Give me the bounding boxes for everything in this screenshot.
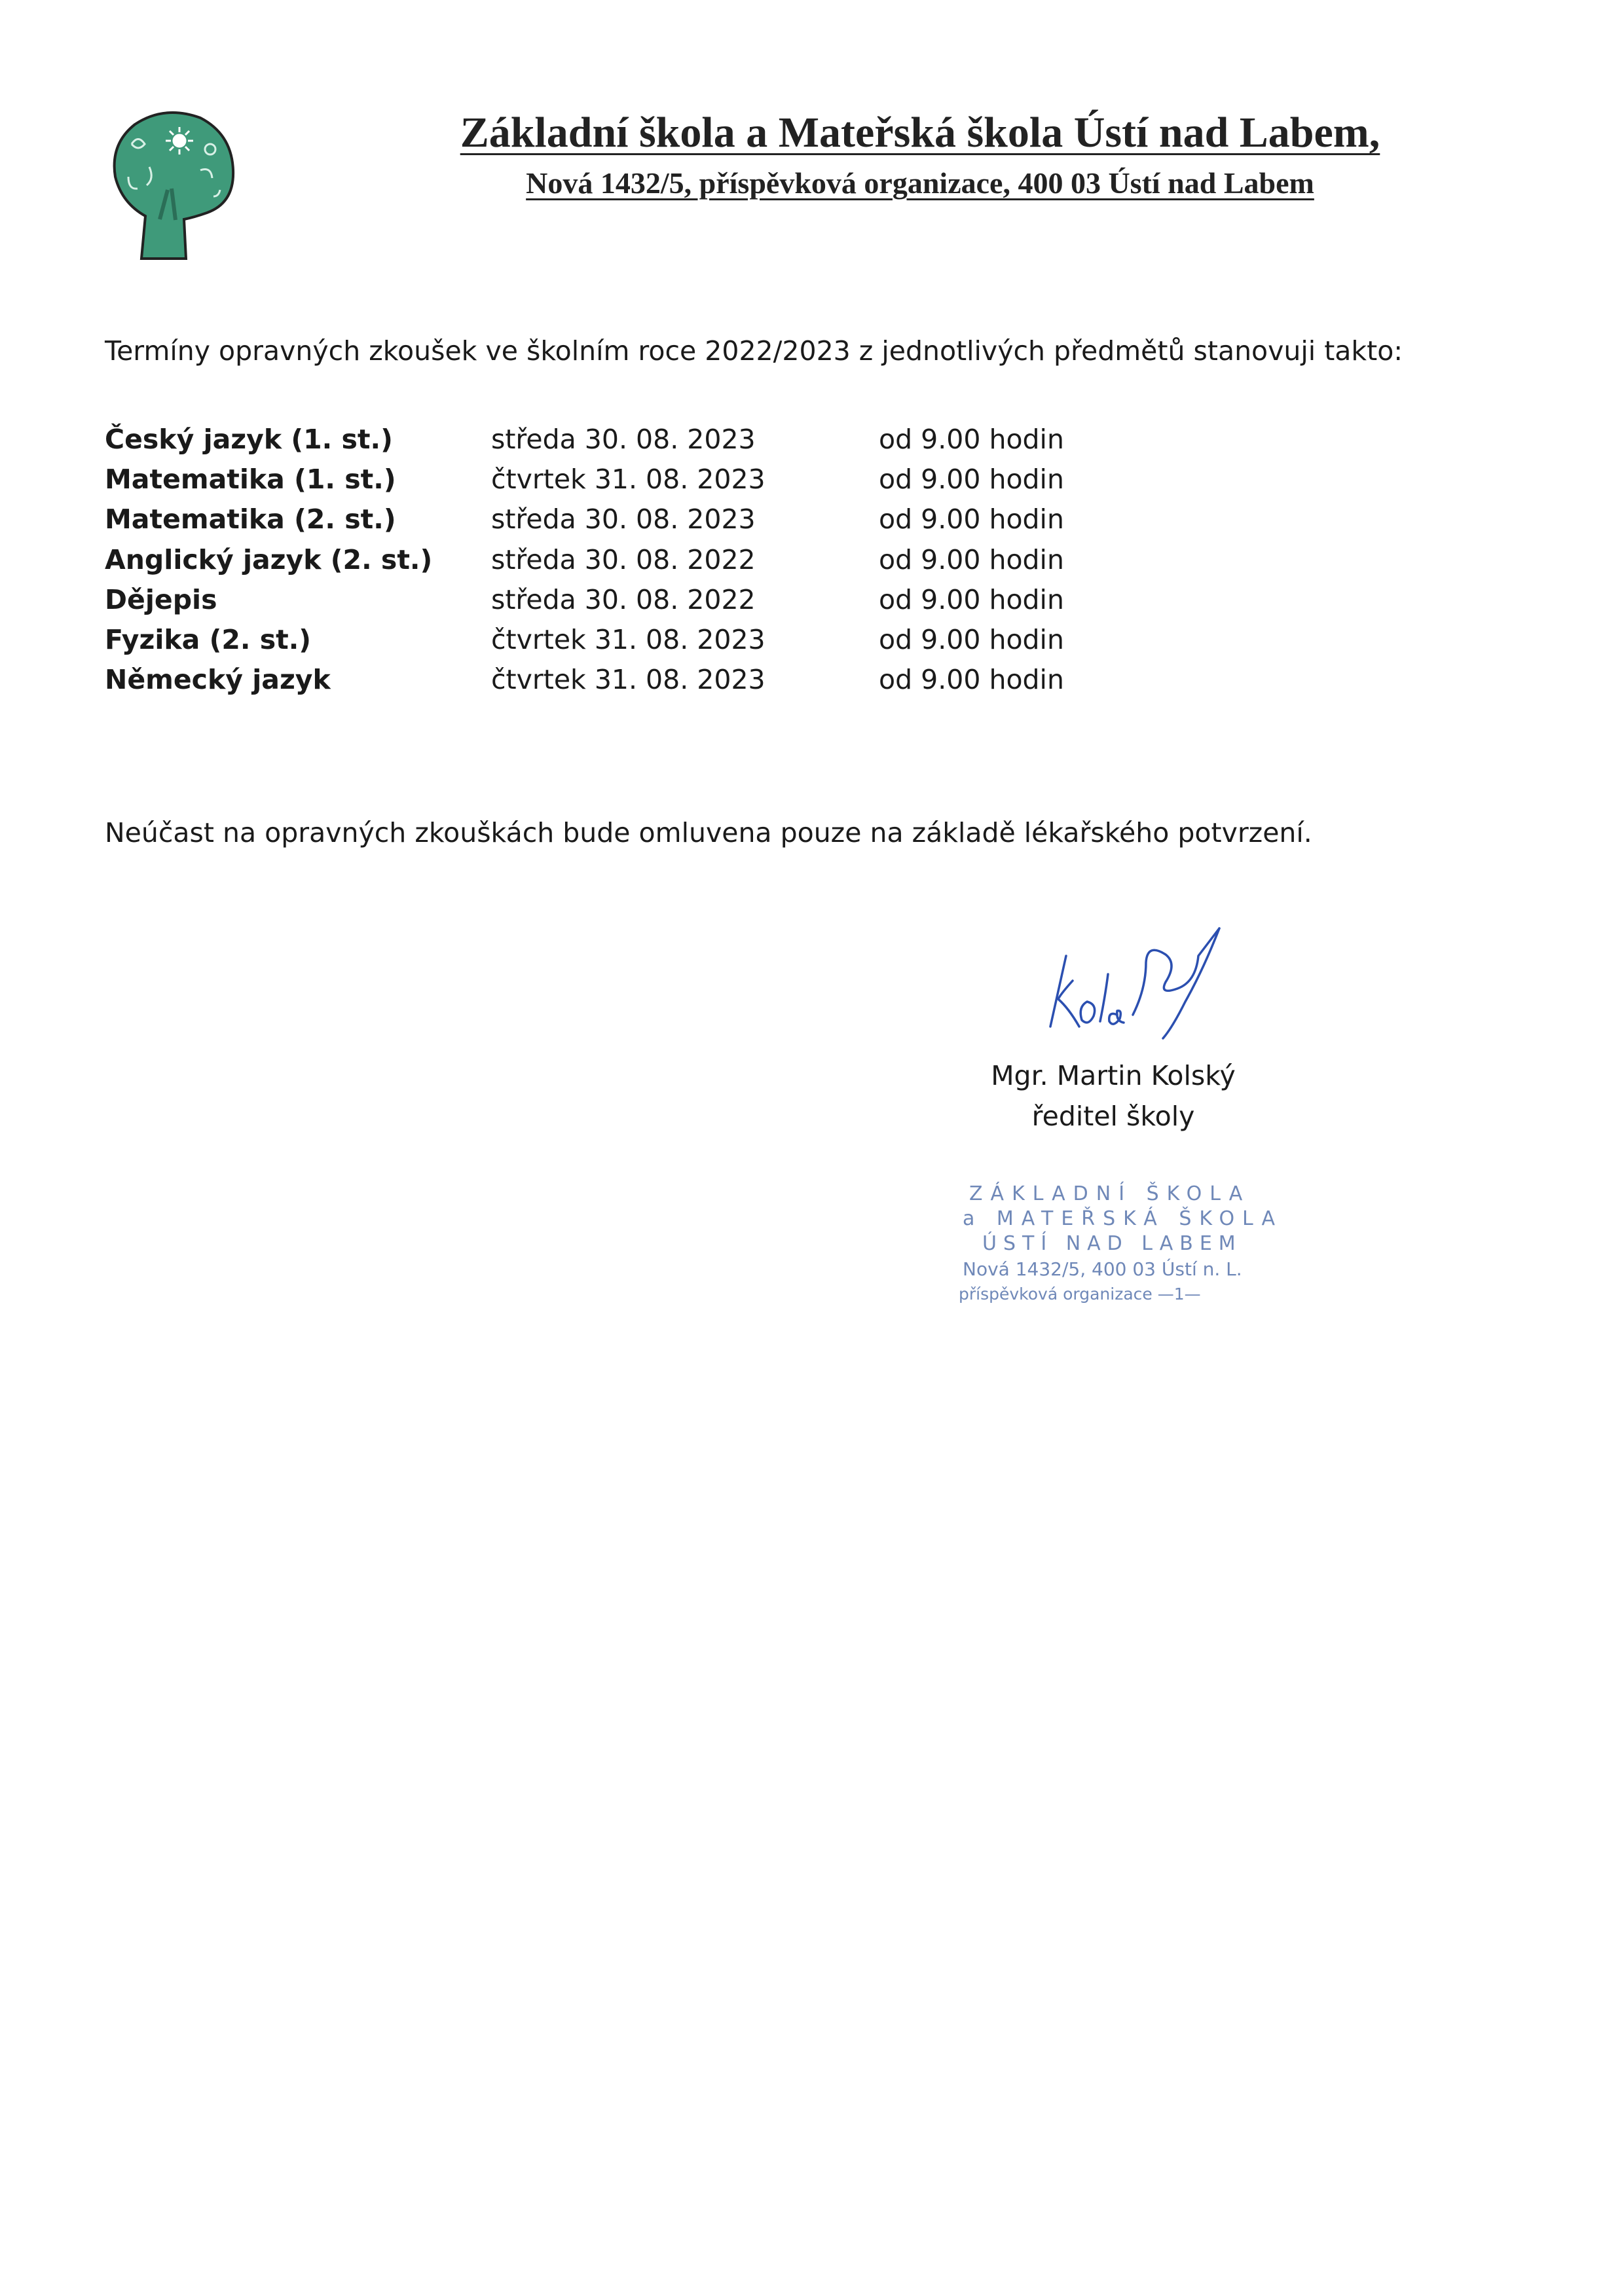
date-cell: čtvrtek 31. 08. 2023 — [491, 463, 766, 495]
signer-role: ředitel školy — [1031, 1101, 1195, 1132]
school-logo-icon — [102, 105, 240, 262]
date-cell: čtvrtek 31. 08. 2023 — [491, 664, 766, 696]
letterhead — [354, 105, 1486, 203]
school-name: Základní škola a Mateřská škola Ústí nad Labem, — [460, 109, 1380, 156]
subject-cell: Anglický jazyk (2. st.) — [105, 543, 433, 575]
subject-cell: Matematika (2. st.) — [105, 503, 396, 536]
handwritten-signature — [1035, 917, 1244, 1041]
signer-block — [930, 1055, 1297, 1137]
intro-paragraph: Termíny opravných zkoušek ve školním roce 2022/2023 z jednotlivých předmětů stanovuji takto: — [105, 335, 1403, 367]
stamp-line: Nová 1432/5, 400 03 Ústí n. L. — [963, 1258, 1242, 1280]
subject-cell: Dějepis — [105, 583, 217, 615]
date-cell: středa 30. 08. 2022 — [491, 583, 756, 615]
date-cell: středa 30. 08. 2023 — [491, 423, 756, 455]
table-row — [105, 619, 1153, 659]
time-cell: od 9.00 hodin — [879, 664, 1064, 696]
table-row — [105, 459, 1153, 499]
date-cell: čtvrtek 31. 08. 2023 — [491, 624, 766, 656]
table-row — [105, 419, 1153, 459]
exam-schedule-table — [105, 419, 1153, 700]
absence-note: Neúčast na opravných zkouškách bude omluvena pouze na základě lékařského potvrzení. — [105, 817, 1312, 848]
table-row — [105, 660, 1153, 700]
date-cell: středa 30. 08. 2022 — [491, 543, 756, 575]
table-row — [105, 500, 1153, 539]
school-stamp — [943, 1182, 1290, 1306]
table-row — [105, 579, 1153, 619]
subject-cell: Český jazyk (1. st.) — [105, 423, 393, 455]
subject-cell: Fyzika (2. st.) — [105, 624, 312, 656]
table-row — [105, 539, 1153, 579]
subject-cell: Matematika (1. st.) — [105, 463, 396, 495]
subject-cell: Německý jazyk — [105, 664, 331, 696]
date-cell: středa 30. 08. 2023 — [491, 503, 756, 536]
time-cell: od 9.00 hodin — [879, 423, 1064, 455]
stamp-line: ÚSTÍ NAD LABEM — [982, 1232, 1242, 1255]
stamp-line: a MATEŘSKÁ ŠKOLA — [963, 1207, 1283, 1230]
stamp-line: příspěvková organizace —1— — [959, 1285, 1201, 1303]
school-address: Nová 1432/5, příspěvková organizace, 400 03 Ústí nad Labem — [526, 166, 1314, 200]
time-cell: od 9.00 hodin — [879, 463, 1064, 495]
time-cell: od 9.00 hodin — [879, 624, 1064, 656]
time-cell: od 9.00 hodin — [879, 583, 1064, 615]
time-cell: od 9.00 hodin — [879, 503, 1064, 536]
time-cell: od 9.00 hodin — [879, 543, 1064, 575]
signer-name: Mgr. Martin Kolský — [991, 1060, 1236, 1091]
stamp-line: ZÁKLADNÍ ŠKOLA — [969, 1182, 1251, 1205]
